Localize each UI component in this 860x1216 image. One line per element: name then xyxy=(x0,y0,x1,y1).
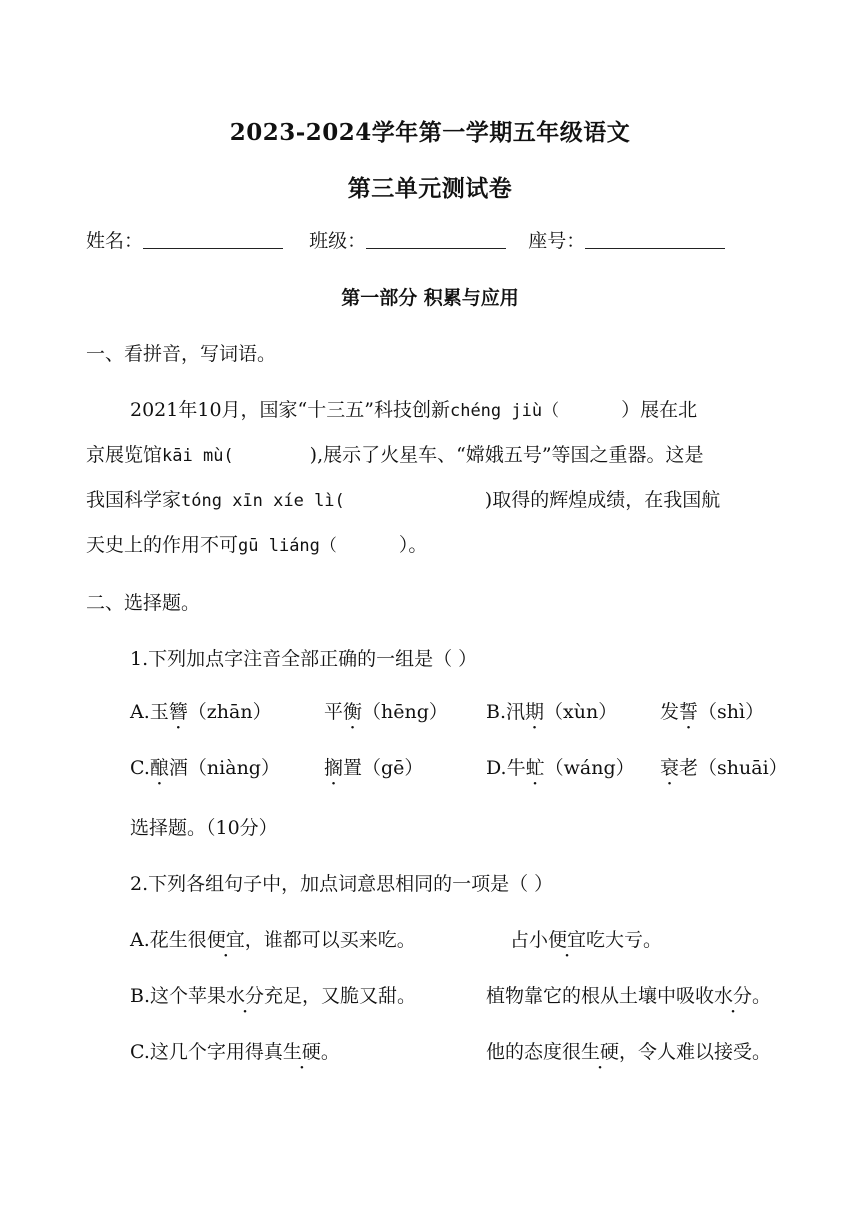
q1-paragraph-line2 xyxy=(86,440,704,471)
option-text: D.牛 xyxy=(486,757,526,779)
option-c2 xyxy=(324,753,423,783)
part1-title: 第一部分 积累与应用 xyxy=(341,287,519,309)
q1-text: ）展在北 xyxy=(621,399,698,421)
dotted-char: 簪 xyxy=(168,701,188,723)
option-pinyin: （wáng） xyxy=(544,757,635,779)
pinyin-chengjiu: chéng jiù（ xyxy=(449,401,560,421)
option-2a-right xyxy=(510,925,662,955)
option-2a-left[interactable] xyxy=(130,925,416,955)
option-text: 发 xyxy=(660,701,680,723)
dotted-char: 衡 xyxy=(343,701,363,723)
name-blank[interactable] xyxy=(143,230,283,249)
class-blank[interactable] xyxy=(366,230,506,249)
option-text: 。 xyxy=(752,985,772,1007)
option-b2 xyxy=(660,697,764,727)
q2-item1-stem: 1.下列加点字注音全部正确的一组是（ ） xyxy=(130,648,478,670)
q1-text: ),展示了火星车、“嫦娥五号”等国之重器。这是 xyxy=(309,444,704,466)
dotted-word: 便宜 xyxy=(206,929,245,951)
dotted-word: 生硬 xyxy=(581,1041,620,1063)
option-text: A.花生很 xyxy=(130,929,207,951)
option-text: B.这个苹果 xyxy=(130,985,227,1007)
option-text: 平 xyxy=(324,701,344,723)
dotted-word: 水分 xyxy=(226,985,265,1007)
dotted-word: 水分 xyxy=(714,985,753,1007)
option-c1[interactable] xyxy=(130,753,280,783)
q1-text: 我国科学家 xyxy=(86,489,182,511)
option-pinyin: （shì） xyxy=(698,701,765,723)
option-2b-right xyxy=(486,981,771,1011)
option-text: A.玉 xyxy=(130,701,169,723)
class-label: 班级： xyxy=(309,230,367,252)
option-text: 充足，又脆又甜。 xyxy=(264,985,417,1007)
q1-text: 2021年10月，国家“十三五”科技创新 xyxy=(130,399,450,421)
q1-text: 京展览馆 xyxy=(86,444,163,466)
dotted-char: 酿 xyxy=(149,757,169,779)
q2-note: 选择题。（10分） xyxy=(130,817,278,839)
option-a2 xyxy=(324,697,448,727)
pinyin-guliang: gū liáng（ xyxy=(238,536,337,556)
option-pinyin: 老（shuāi） xyxy=(679,757,788,779)
q2-item2-stem: 2.下列各组句子中，加点词意思相同的一项是（ ） xyxy=(130,873,554,895)
option-2b-left[interactable] xyxy=(130,981,416,1011)
q1-paragraph-line3 xyxy=(86,485,720,516)
option-d1[interactable] xyxy=(486,753,635,783)
q2-heading: 二、选择题。 xyxy=(86,592,201,614)
q1-text: )取得的辉煌成绩，在我国航 xyxy=(484,489,721,511)
option-b1[interactable] xyxy=(486,697,617,727)
seat-label: 座号： xyxy=(528,230,586,252)
dotted-char: 虻 xyxy=(525,757,545,779)
q1-paragraph-line1 xyxy=(130,395,697,426)
option-text: 植物靠它的根从土壤中吸收 xyxy=(486,985,715,1007)
option-text: C. xyxy=(130,757,150,779)
option-pinyin: （hēng） xyxy=(362,701,448,723)
option-d2 xyxy=(660,753,788,783)
option-2c-right xyxy=(486,1037,771,1067)
q1-text: ）。 xyxy=(398,534,428,556)
q1-text: 天史上的作用不可 xyxy=(86,534,239,556)
option-text: B.汛 xyxy=(486,701,526,723)
option-pinyin: （zhān） xyxy=(187,701,272,723)
q1-heading: 一、看拼音，写词语。 xyxy=(86,343,277,365)
option-a1[interactable] xyxy=(130,697,272,727)
pinyin-kaimu: kāi mù( xyxy=(162,446,234,466)
student-info-row xyxy=(86,226,725,256)
option-text: ，令人难以接受。 xyxy=(619,1041,772,1063)
option-text: 吃大亏。 xyxy=(586,929,663,951)
option-text: ，谁都可以买来吃。 xyxy=(244,929,416,951)
option-text: 。 xyxy=(320,1041,340,1063)
dotted-char: 搁 xyxy=(324,757,344,779)
option-pinyin: （xùn） xyxy=(544,701,618,723)
name-label: 姓名： xyxy=(86,230,144,252)
dotted-word: 生硬 xyxy=(282,1041,321,1063)
option-text: 占小 xyxy=(510,929,549,951)
pinyin-tongxinxieli: tóng xīn xíe lì( xyxy=(181,491,345,511)
seat-blank[interactable] xyxy=(585,230,725,249)
dotted-word: 便宜 xyxy=(548,929,587,951)
dotted-char: 衰 xyxy=(660,757,680,779)
exam-subtitle: 第三单元测试卷 xyxy=(347,175,513,202)
option-pinyin: 置（gē） xyxy=(343,757,424,779)
option-pinyin: 酒（niàng） xyxy=(168,757,280,779)
dotted-char: 期 xyxy=(525,701,545,723)
q1-paragraph-line4 xyxy=(86,530,427,561)
dotted-char: 誓 xyxy=(679,701,699,723)
option-2c-left[interactable] xyxy=(130,1037,340,1067)
option-text: 他的态度很 xyxy=(486,1041,582,1063)
option-text: C.这几个字用得真 xyxy=(130,1041,283,1063)
exam-title: 2023-2024学年第一学期五年级语文 xyxy=(229,119,631,146)
